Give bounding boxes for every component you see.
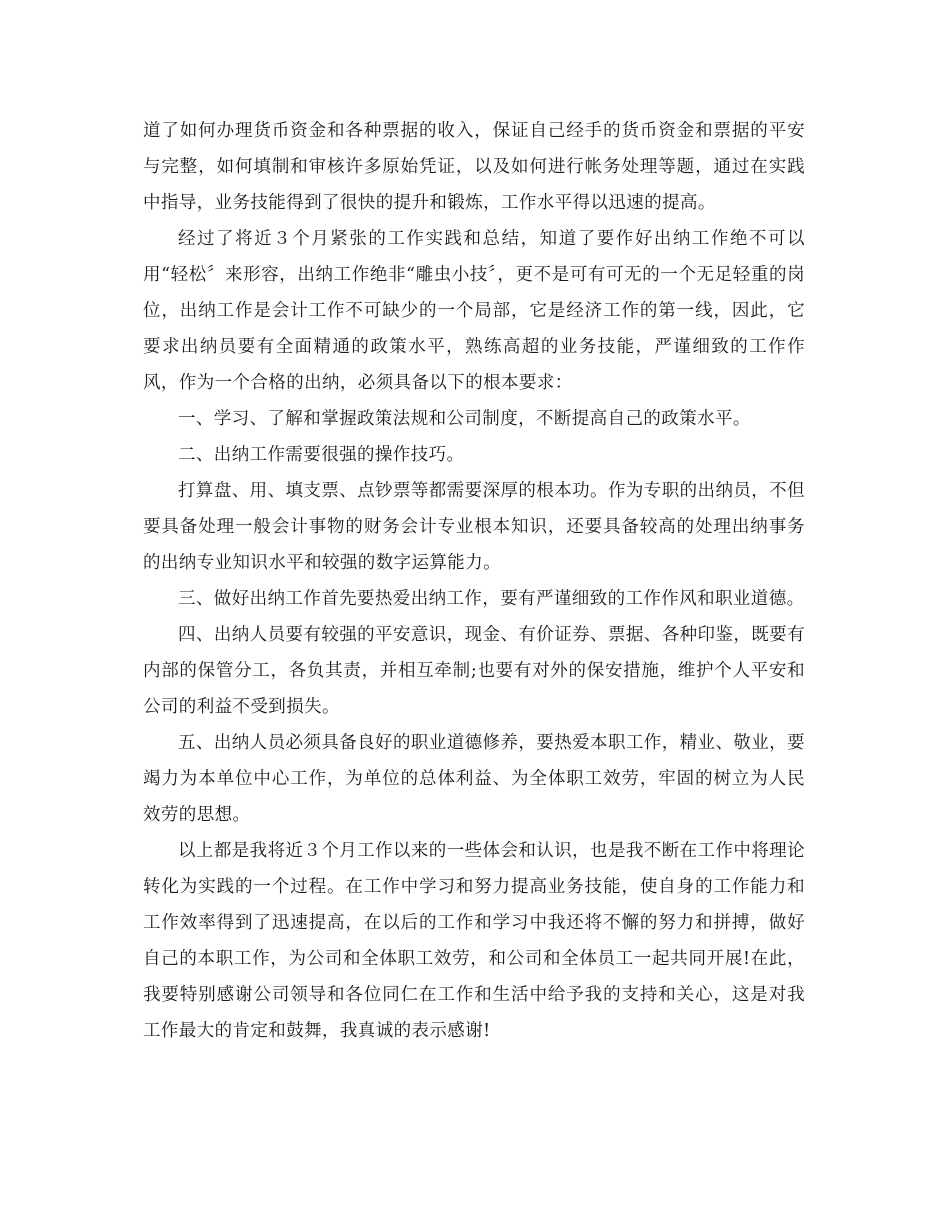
paragraph-5: 打算盘、用、填支票、点钞票等都需要深厚的根本功。作为专职的出纳员，不但要具备处理一般会计事物的财务会计专业根本知识，还要具备较高的处理出纳事务的出纳专业知识水平和较强的数字运算能力。 [143,481,805,573]
paragraph-2: 经过了将近３个月紧张的工作实践和总结，知道了要作好出纳工作绝不可以用“轻松〞来形容，出纳工作绝非“雕虫小技〞，更不是可有可无的一个无足轻重的岗位，出纳工作是会计工作不可缺少的一个局部，它是经济工作的第一线，因此，它要求出纳员要有全面精通的政策水平，熟练高超的业务技能，严谨细致的工作作风，作为一个合格的出纳，必须具备以下的根本要求： [143,229,805,393]
paragraph-7: 四、出纳人员要有较强的平安意识，现金、有价证券、票据、各种印鉴，既要有内部的保管分工，各负其责，并相互牵制;也要有对外的保安措施，维护个人平安和公司的利益不受到损失。 [143,625,805,717]
paragraph-6: 三、做好出纳工作首先要热爱出纳工作，要有严谨细致的工作作风和职业道德。 [178,589,805,609]
paragraph-3: 一、学习、了解和掌握政策法规和公司制度，不断提高自己的政策水平。 [178,409,751,429]
paragraph-8: 五、出纳人员必须具备良好的职业道德修养，要热爱本职工作，精业、敬业，要竭力为本单位中心工作，为单位的总体利益、为全体职工效劳，牢固的树立为人民效劳的思想。 [143,733,805,825]
paragraph-1: 道了如何办理货币资金和各种票据的收入，保证自己经手的货币资金和票据的平安与完整，如何填制和审核许多原始凭证，以及如何进行帐务处理等题，通过在实践中指导，业务技能得到了很快的提升和锻炼，工作水平得以迅速的提高。 [143,121,805,213]
paragraph-4: 二、出纳工作需要很强的操作技巧。 [178,445,465,465]
document-body [143,113,805,1049]
paragraph-9: 以上都是我将近３个月工作以来的一些体会和认识，也是我不断在工作中将理论转化为实践的一个过程。在工作中学习和努力提高业务技能，使自身的工作能力和工作效率得到了迅速提高，在以后的工作和学习中我还将不懈的努力和拼搏，做好自己的本职工作，为公司和全体职工效劳，和公司和全体员工一起共同开展!在此，我要特别感谢公司领导和各位同仁在工作和生活中给予我的支持和关心，这是对我工作最大的肯定和鼓舞，我真诚的表示感谢! [143,841,805,1041]
